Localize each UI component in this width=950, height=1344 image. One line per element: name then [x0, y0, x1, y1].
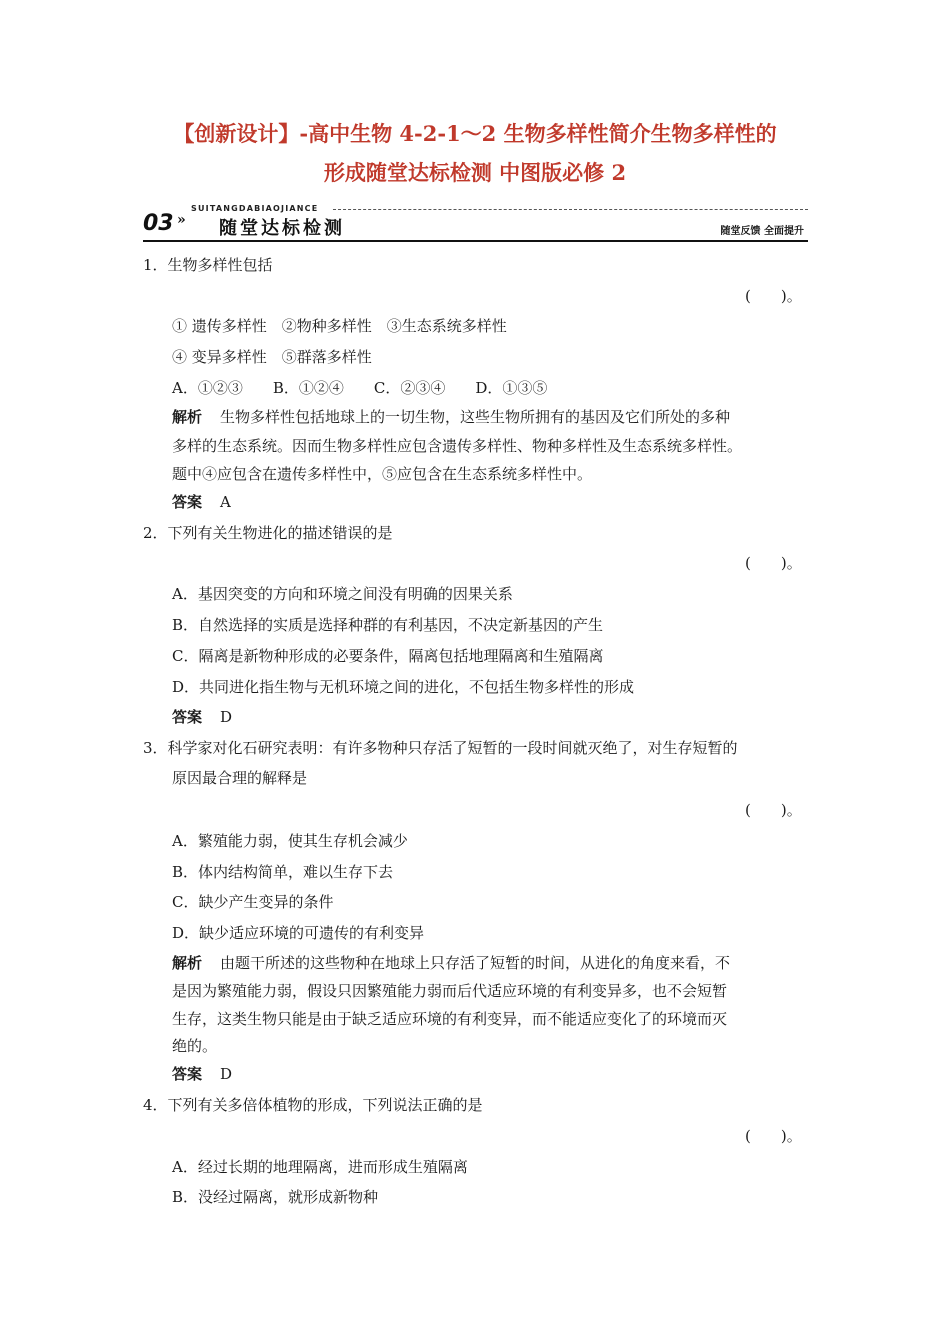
- q1-items-line1: ① 遗传多样性 ②物种多样性 ③生态系统多样性: [172, 317, 507, 335]
- q3-answer: [172, 1063, 232, 1085]
- q2-option-b: B．自然选择的实质是选择种群的有利基因，不决定新基因的产生: [172, 616, 604, 634]
- q1-items-line2: ④ 变异多样性 ⑤群落多样性: [172, 348, 372, 366]
- q2-stem: 2．下列有关生物进化的描述错误的是: [143, 524, 393, 542]
- document-title-line1: 【创新设计】-高中生物 4-2-1～2 生物多样性简介生物多样性的: [173, 121, 777, 146]
- banner-right-label: 随堂反馈 全面提升: [720, 226, 804, 237]
- q1-analysis-line1: [172, 406, 730, 428]
- q2-option-a: A．基因突变的方向和环境之间没有明确的因果关系: [172, 585, 513, 603]
- q1-option-d: D．①③⑤: [475, 379, 548, 397]
- banner-arrow-icon: »: [177, 212, 186, 228]
- q3-analysis-text1: 由题干所述的这些物种在地球上只存活了短暂的时间，从进化的角度来看，不: [220, 954, 731, 972]
- banner-rule: [143, 240, 808, 242]
- q1-options: [172, 377, 577, 399]
- q2-answer-paren: ( )。: [745, 554, 802, 572]
- q3-answer-paren: ( )。: [745, 801, 802, 819]
- banner-number: 03: [143, 208, 173, 240]
- q3-answer-value: D: [220, 1065, 233, 1083]
- q3-analysis-line4: 绝的。: [172, 1037, 218, 1055]
- q3-option-c: C．缺少产生变异的条件: [172, 893, 334, 911]
- q3-analysis-line3: 生存，这类生物只能是由于缺乏适应环境的有利变异，而不能适应变化了的环境而灭: [172, 1010, 728, 1028]
- q1-analysis-line3: 题中④应包含在遗传多样性中，⑤应包含在生态系统多样性中。: [172, 465, 593, 483]
- q4-option-b: B．没经过隔离，就形成新物种: [172, 1188, 379, 1206]
- q3-option-a: A．繁殖能力弱，使其生存机会减少: [172, 832, 408, 850]
- q2-answer-value: D: [220, 708, 233, 726]
- banner-dashed-rule: [333, 209, 808, 210]
- section-banner: [143, 202, 808, 244]
- q1-stem: 1．生物多样性包括: [143, 256, 273, 274]
- q2-answer-label: 答案: [172, 708, 203, 726]
- q2-answer: [172, 706, 232, 728]
- q3-stem-line2: 原因最合理的解释是: [172, 769, 308, 787]
- q1-answer-value: A: [220, 493, 231, 511]
- q1-option-a: A．①②③: [172, 379, 243, 397]
- q3-analysis-label: 解析: [172, 954, 203, 972]
- q3-option-b: B．体内结构简单，难以生存下去: [172, 863, 394, 881]
- q3-answer-label: 答案: [172, 1065, 203, 1083]
- q1-option-b: B．①②④: [272, 379, 344, 397]
- q1-answer-paren: ( )。: [745, 287, 802, 305]
- q1-analysis-text1: 生物多样性包括地球上的一切生物，这些生物所拥有的基因及它们所处的多种: [220, 408, 731, 426]
- q4-answer-paren: ( )。: [745, 1127, 802, 1145]
- q1-analysis-line2: 多样的生态系统。因而生物多样性应包含遗传多样性、物种多样性及生态系统多样性。: [172, 437, 743, 455]
- q1-answer: [172, 491, 231, 513]
- q2-option-c: C．隔离是新物种形成的必要条件，隔离包括地理隔离和生殖隔离: [172, 647, 604, 665]
- q1-option-c: C．②③④: [373, 379, 446, 397]
- q3-analysis-line2: 是因为繁殖能力弱，假设只因繁殖能力弱而后代适应环境的有利变异多，也不会短暂: [172, 982, 728, 1000]
- q2-option-d: D．共同进化指生物与无机环境之间的进化，不包括生物多样性的形成: [172, 678, 635, 696]
- q1-answer-label: 答案: [172, 493, 203, 511]
- q1-analysis-label: 解析: [172, 408, 203, 426]
- q3-option-d: D．缺少适应环境的可遗传的有利变异: [172, 924, 425, 942]
- q3-stem-line1: 3．科学家对化石研究表明：有许多物种只存活了短暂的一段时间就灭绝了，对生存短暂的: [143, 739, 738, 757]
- q3-analysis-line1: [172, 952, 730, 974]
- banner-heading: 随堂达标检测: [219, 218, 345, 239]
- q4-stem: 4．下列有关多倍体植物的形成，下列说法正确的是: [143, 1096, 483, 1114]
- document-title-line2: 形成随堂达标检测 中图版必修 2: [323, 160, 627, 185]
- banner-subtitle: SUITANGDABIAOJIANCE: [191, 204, 319, 213]
- q4-option-a: A．经过长期的地理隔离，进而形成生殖隔离: [172, 1158, 468, 1176]
